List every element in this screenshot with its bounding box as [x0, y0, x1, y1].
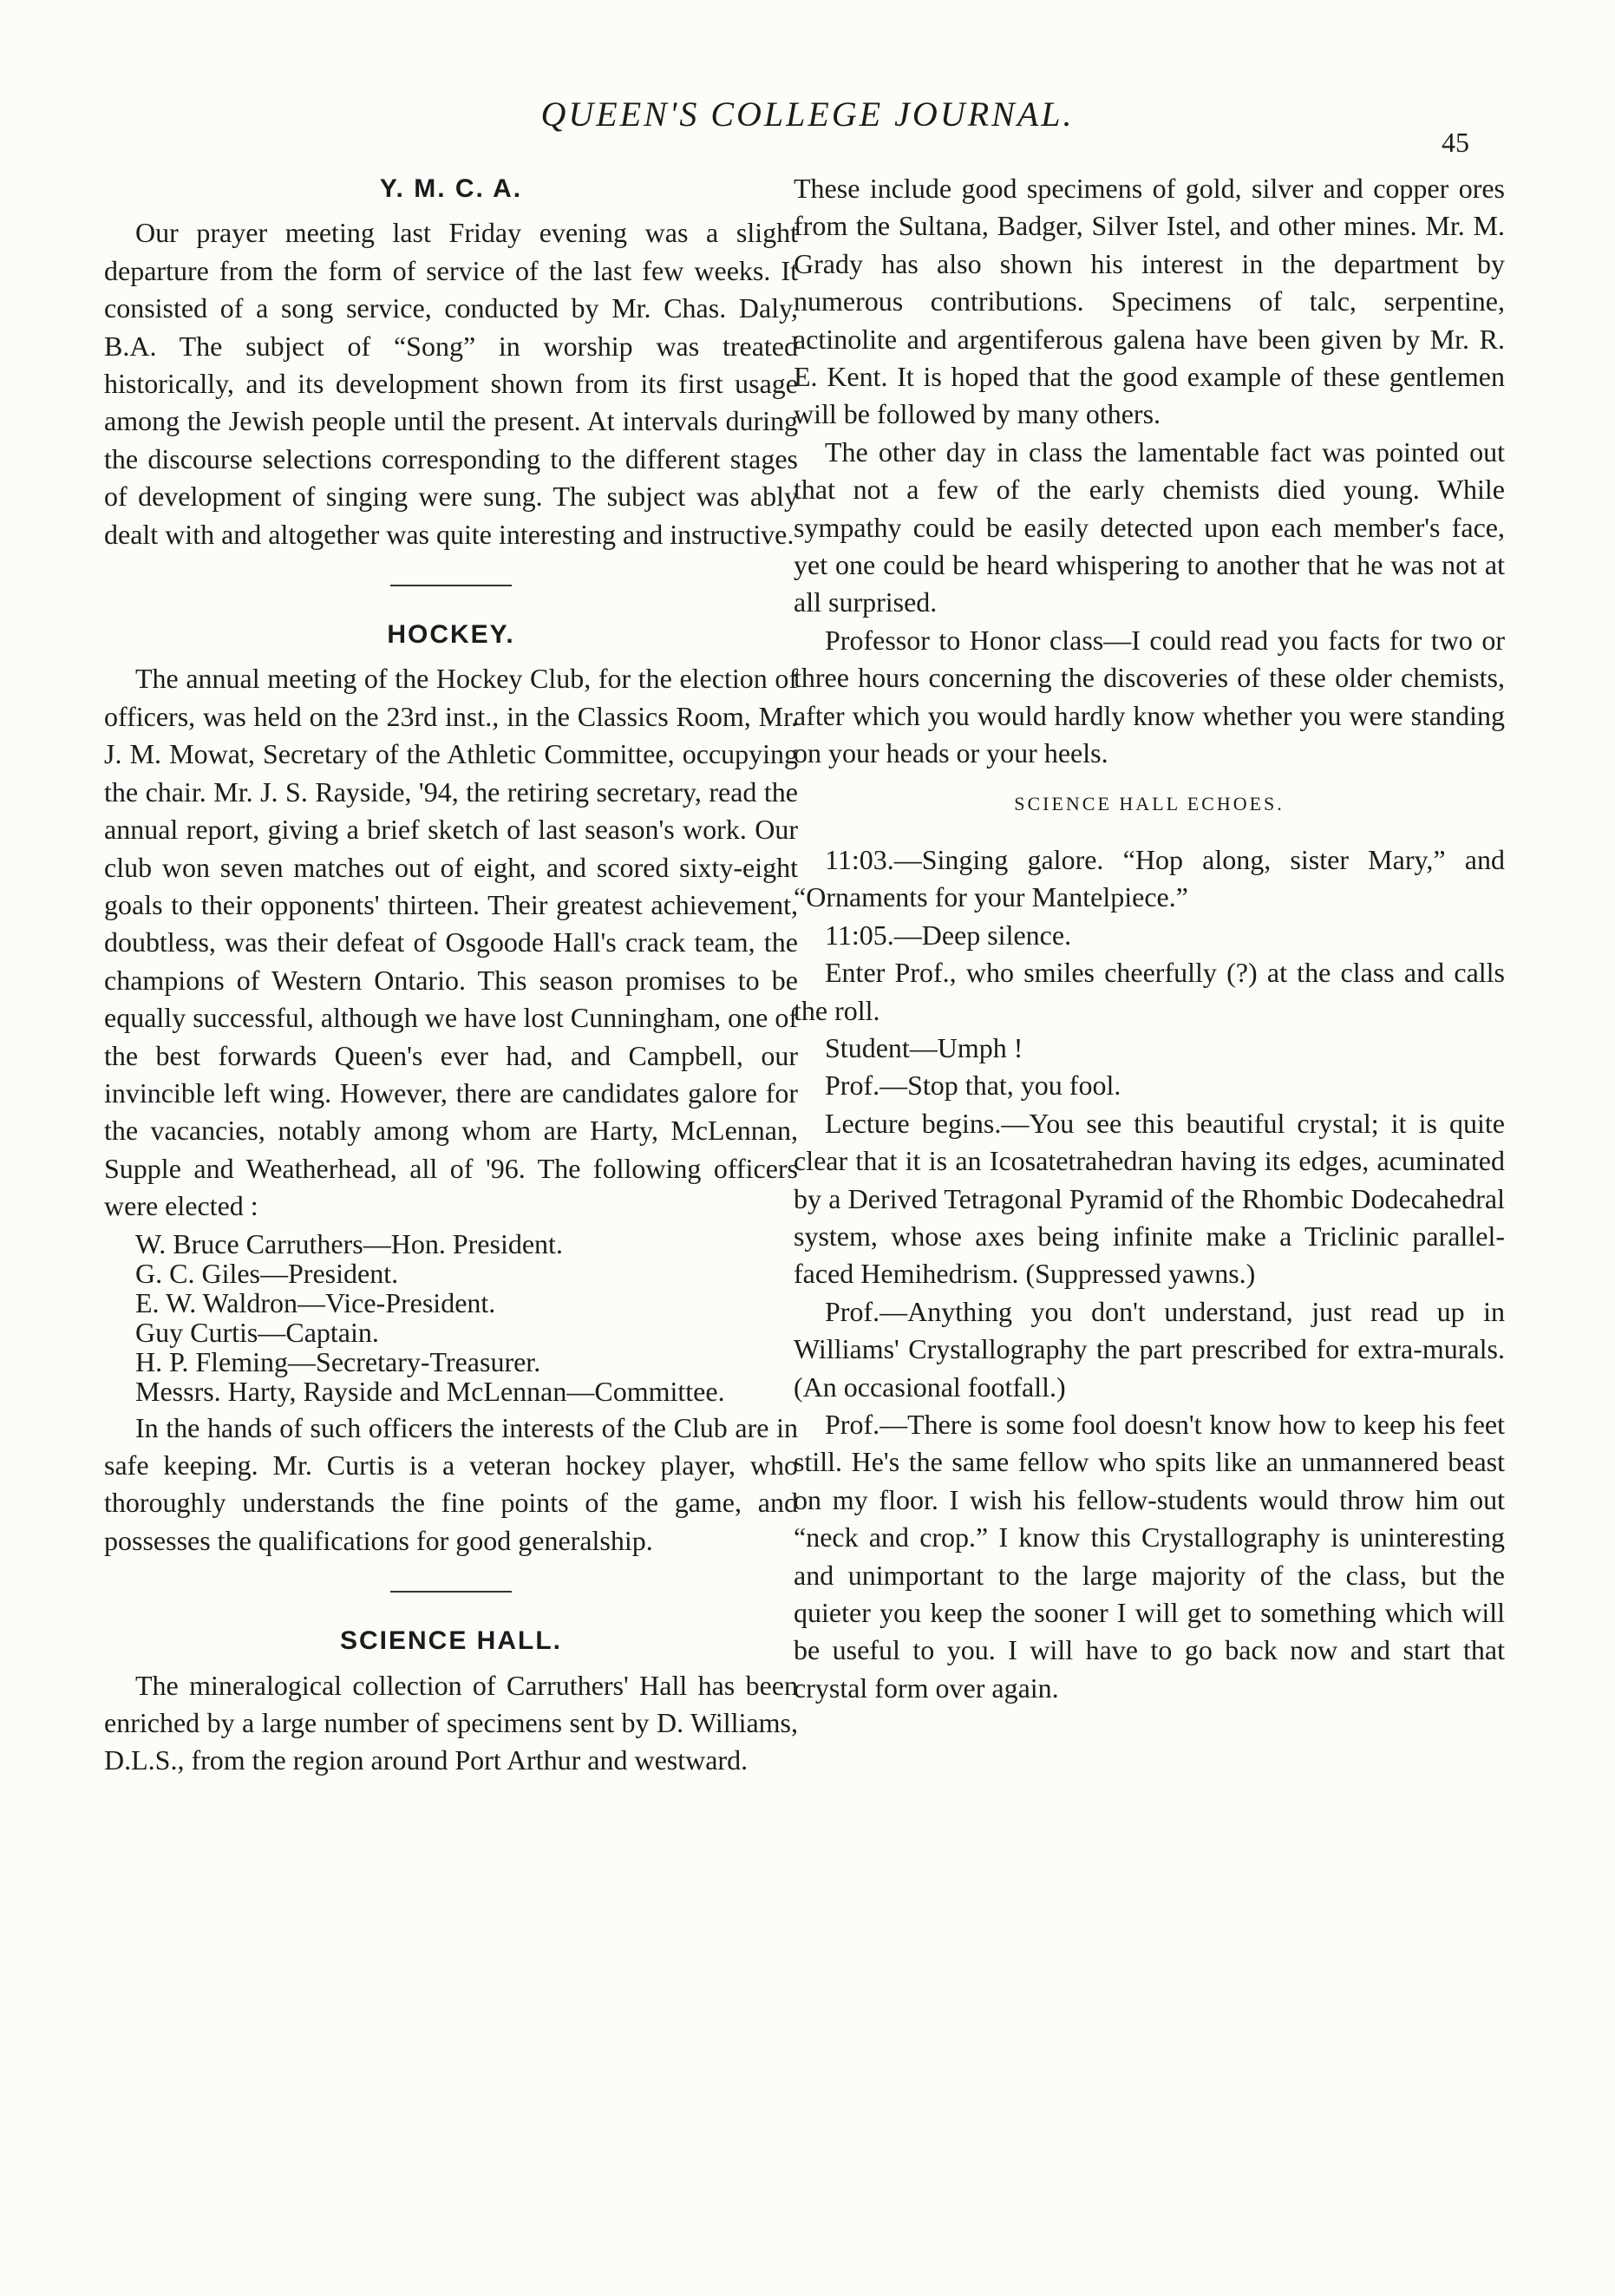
echo-item: Prof.—There is some fool doesn't know how to keep his feet still. He's the same fellow who spits like an unmannered beast on my floor. I wish his fellow-students would throw him out “neck and crop.” I know this Crystallography is uninteresting and unimportant to the large majority of the class, but the quieter you keep the sooner I will get to something which will be useful to you. I will have to go back now and start that crystal form over again.: [794, 1409, 1505, 1704]
echo-item: Student—Umph !: [825, 1031, 1023, 1063]
science-hall-continuation: These include good specimens of gold, silver and copper ores from the Sultana, Badger, Silver Istel, and other mines. Mr. M. Grady has also shown his interest in the department by numerous contributions. Specimens of talc, serpentine, actinolite and argentiferous galena have been given by Mr. R. E. Kent. It is hoped that the good example of these gentlemen will be followed by many others.: [794, 173, 1505, 430]
honor-class-paragraph: Professor to Honor class—I could read you facts for two or three hours concerning the discoveries of these older chemists, after which you would hardly know whether you were standing on your heads or your heels.: [794, 624, 1505, 769]
echo-item: Enter Prof., who smiles cheerfully (?) at the class and calls the roll.: [794, 957, 1505, 1026]
journal-title: QUEEN'S COLLEGE JOURNAL.: [540, 95, 1075, 134]
echo-item: 11:03.—Singing galore. “Hop along, sister Mary,” and “Ornaments for your Mantelpiece.”: [794, 843, 1505, 913]
officer-item: Guy Curtis—Captain.: [135, 1316, 379, 1348]
officer-item: E. W. Waldron—Vice-President.: [135, 1286, 496, 1318]
ymca-paragraph: Our prayer meeting last Friday evening was a slight departure from the form of service of the last few weeks. It consisted of a song service, conducted by Mr. Chas. Daly, B.A. The subject of “Song” in worship was treated historically, and its development shown from its first usage among the Jewish people until the present. At intervals during the discourse selections corresponding to the different stages of development of singing were sung. The subject was ably dealt with and altogether was quite interesting and instructive.: [104, 217, 798, 550]
echo-item: Prof.—Anything you don't understand, just read up in Williams' Crystallography the part prescribed for extra-murals. (An occasional footfall.): [794, 1295, 1505, 1403]
left-column: [104, 170, 798, 1780]
officer-item: G. C. Giles—President.: [135, 1257, 399, 1289]
officer-item: W. Bruce Carruthers—Hon. President.: [135, 1227, 563, 1259]
officer-item: H. P. Fleming—Secretary-Treasurer.: [135, 1345, 541, 1377]
echoes-heading: SCIENCE HALL ECHOES.: [1014, 792, 1285, 814]
science-hall-paragraph: The mineralogical collection of Carruthers' Hall has been enriched by a large number of specimens sent by D. Williams, D.L.S., from the region around Port Arthur and westward.: [104, 1669, 798, 1776]
echo-item: Lecture begins.—You see this beautiful crystal; it is quite clear that it is an Icosatetrahedran having its edges, acuminated by a Derived Tetragonal Pyramid of the Rhombic Dodecahedral system, whose axes being infinite make a Triclinic parallel-faced Hemihedrism. (Suppressed yawns.): [794, 1107, 1505, 1290]
hockey-paragraph: The annual meeting of the Hockey Club, for the election of officers, was held on the 23rd inst., in the Classics Room, Mr. J. M. Mowat, Secretary of the Athletic Committee, occupying the chair. Mr. J. S. Rayside, '94, the retiring secretary, read the annual report, giving a brief sketch of last season's work. Our club won seven matches out of eight, and scored sixty-eight goals to their opponents' thirteen. Their greatest achievement, doubtless, was their defeat of Osgoode Hall's crack team, the champions of Western Ontario. This season promises to be equally successful, although we have lost Cunningham, one of the best forwards Queen's ever had, and Campbell, our invincible left wing. However, there are candidates galore for the vacancies, notably among whom are Harty, McLennan, Supple and Weatherhead, all of '96. The following officers were elected :: [104, 663, 798, 1222]
ymca-heading: Y. M. C. A.: [379, 174, 523, 203]
section-divider: [390, 585, 512, 586]
echo-item: Prof.—Stop that, you fool.: [825, 1070, 1121, 1102]
hockey-closing-paragraph: In the hands of such officers the interests of the Club are in safe keeping. Mr. Curtis is a veteran hockey player, who thoroughly understands the fine points of the game, and possesses the qualifications for good generalship.: [104, 1411, 798, 1556]
echo-item: 11:05.—Deep silence.: [825, 919, 1072, 951]
officer-item: Messrs. Harty, Rayside and McLennan—Committee.: [135, 1375, 725, 1407]
page-number: 45: [1442, 127, 1469, 158]
chemists-paragraph: The other day in class the lamentable fact was pointed out that not a few of the early chemists died young. While sympathy could be easily detected upon each member's face, yet one could be heard whispering to another that he was not at all surprised.: [794, 435, 1505, 618]
officers-list: [135, 1229, 798, 1406]
science-hall-heading: SCIENCE HALL.: [339, 1626, 562, 1656]
hockey-heading: HOCKEY.: [387, 620, 515, 650]
section-divider: [390, 1591, 512, 1593]
right-column: [794, 170, 1505, 1707]
